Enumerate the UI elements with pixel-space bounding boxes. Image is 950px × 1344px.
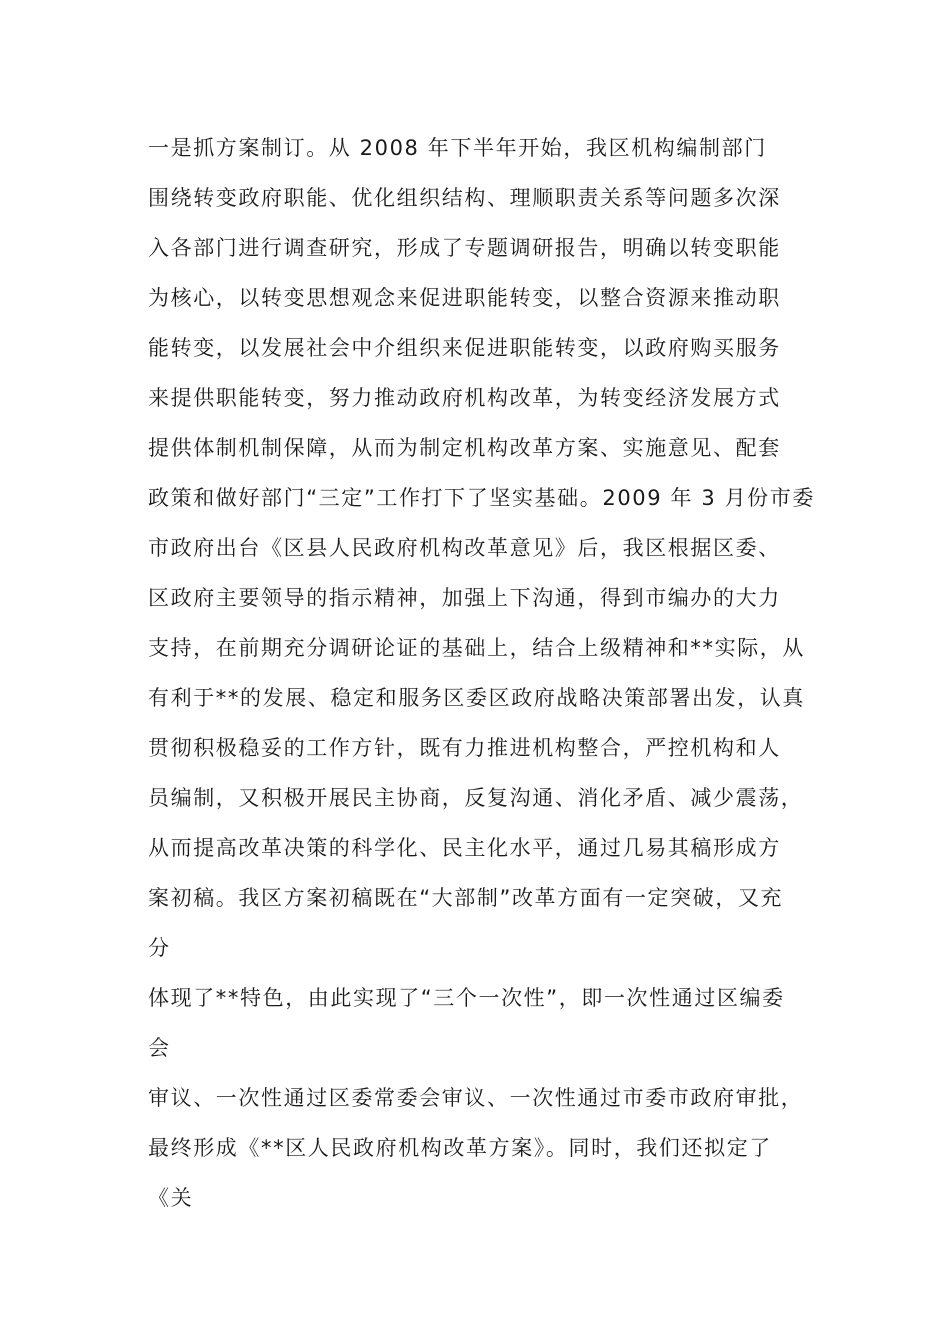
text-line-16: 案初稿。我区方案初稿既在“大部制”改革方面有一定突破，又充	[148, 886, 784, 910]
text-line-20: 审议、一次性通过区委常委会审议、一次性通过市委市政府审批，	[148, 1086, 804, 1110]
text-line-21: 最终形成《**区人民政府机构改革方案》。同时，我们还拟定了	[148, 1136, 772, 1160]
text-line-1: 一是抓方案制订。从 2008 年下半年开始，我区机构编制部门	[148, 136, 767, 160]
text-line-14: 员编制，又积极开展民主协商，反复沟通、消化矛盾、减少震荡，	[148, 786, 804, 810]
text-line-17: 分	[148, 936, 171, 960]
text-line-3: 入各部门进行调查研究，形成了专题调研报告，明确以转变职能	[148, 236, 781, 260]
text-line-10: 区政府主要领导的指示精神，加强上下沟通，得到市编办的大力	[148, 586, 781, 610]
text-line-8: 政策和做好部门“三定”工作打下了坚实基础。2009 年 3 月份市委	[148, 486, 815, 510]
text-line-5: 能转变，以发展社会中介组织来促进职能转变，以政府购买服务	[148, 336, 781, 360]
text-line-18: 体现了**特色，由此实现了“三个一次性”，即一次性通过区编委	[148, 986, 785, 1010]
text-line-2: 围绕转变政府职能、优化组织结构、理顺职责关系等问题多次深	[148, 186, 781, 210]
text-line-22: 《关	[148, 1186, 194, 1210]
text-line-9: 市政府出台《区县人民政府机构改革意见》后，我区根据区委、	[148, 536, 781, 560]
text-line-19: 会	[148, 1036, 171, 1060]
text-line-11: 支持，在前期充分调研论证的基础上，结合上级精神和**实际，从	[148, 636, 805, 660]
text-line-6: 来提供职能转变，努力推动政府机构改革，为转变经济发展方式	[148, 386, 781, 410]
text-line-15: 从而提高改革决策的科学化、民主化水平，通过几易其稿形成方	[148, 836, 781, 860]
text-line-13: 贯彻积极稳妥的工作方针，既有力推进机构整合，严控机构和人	[148, 736, 781, 760]
text-line-4: 为核心，以转变思想观念来促进职能转变，以整合资源来推动职	[148, 286, 781, 310]
text-line-12: 有利于**的发展、稳定和服务区委区政府战略决策部署出发，认真	[148, 686, 805, 710]
text-line-7: 提供体制机制保障，从而为制定机构改革方案、实施意见、配套	[148, 436, 781, 460]
